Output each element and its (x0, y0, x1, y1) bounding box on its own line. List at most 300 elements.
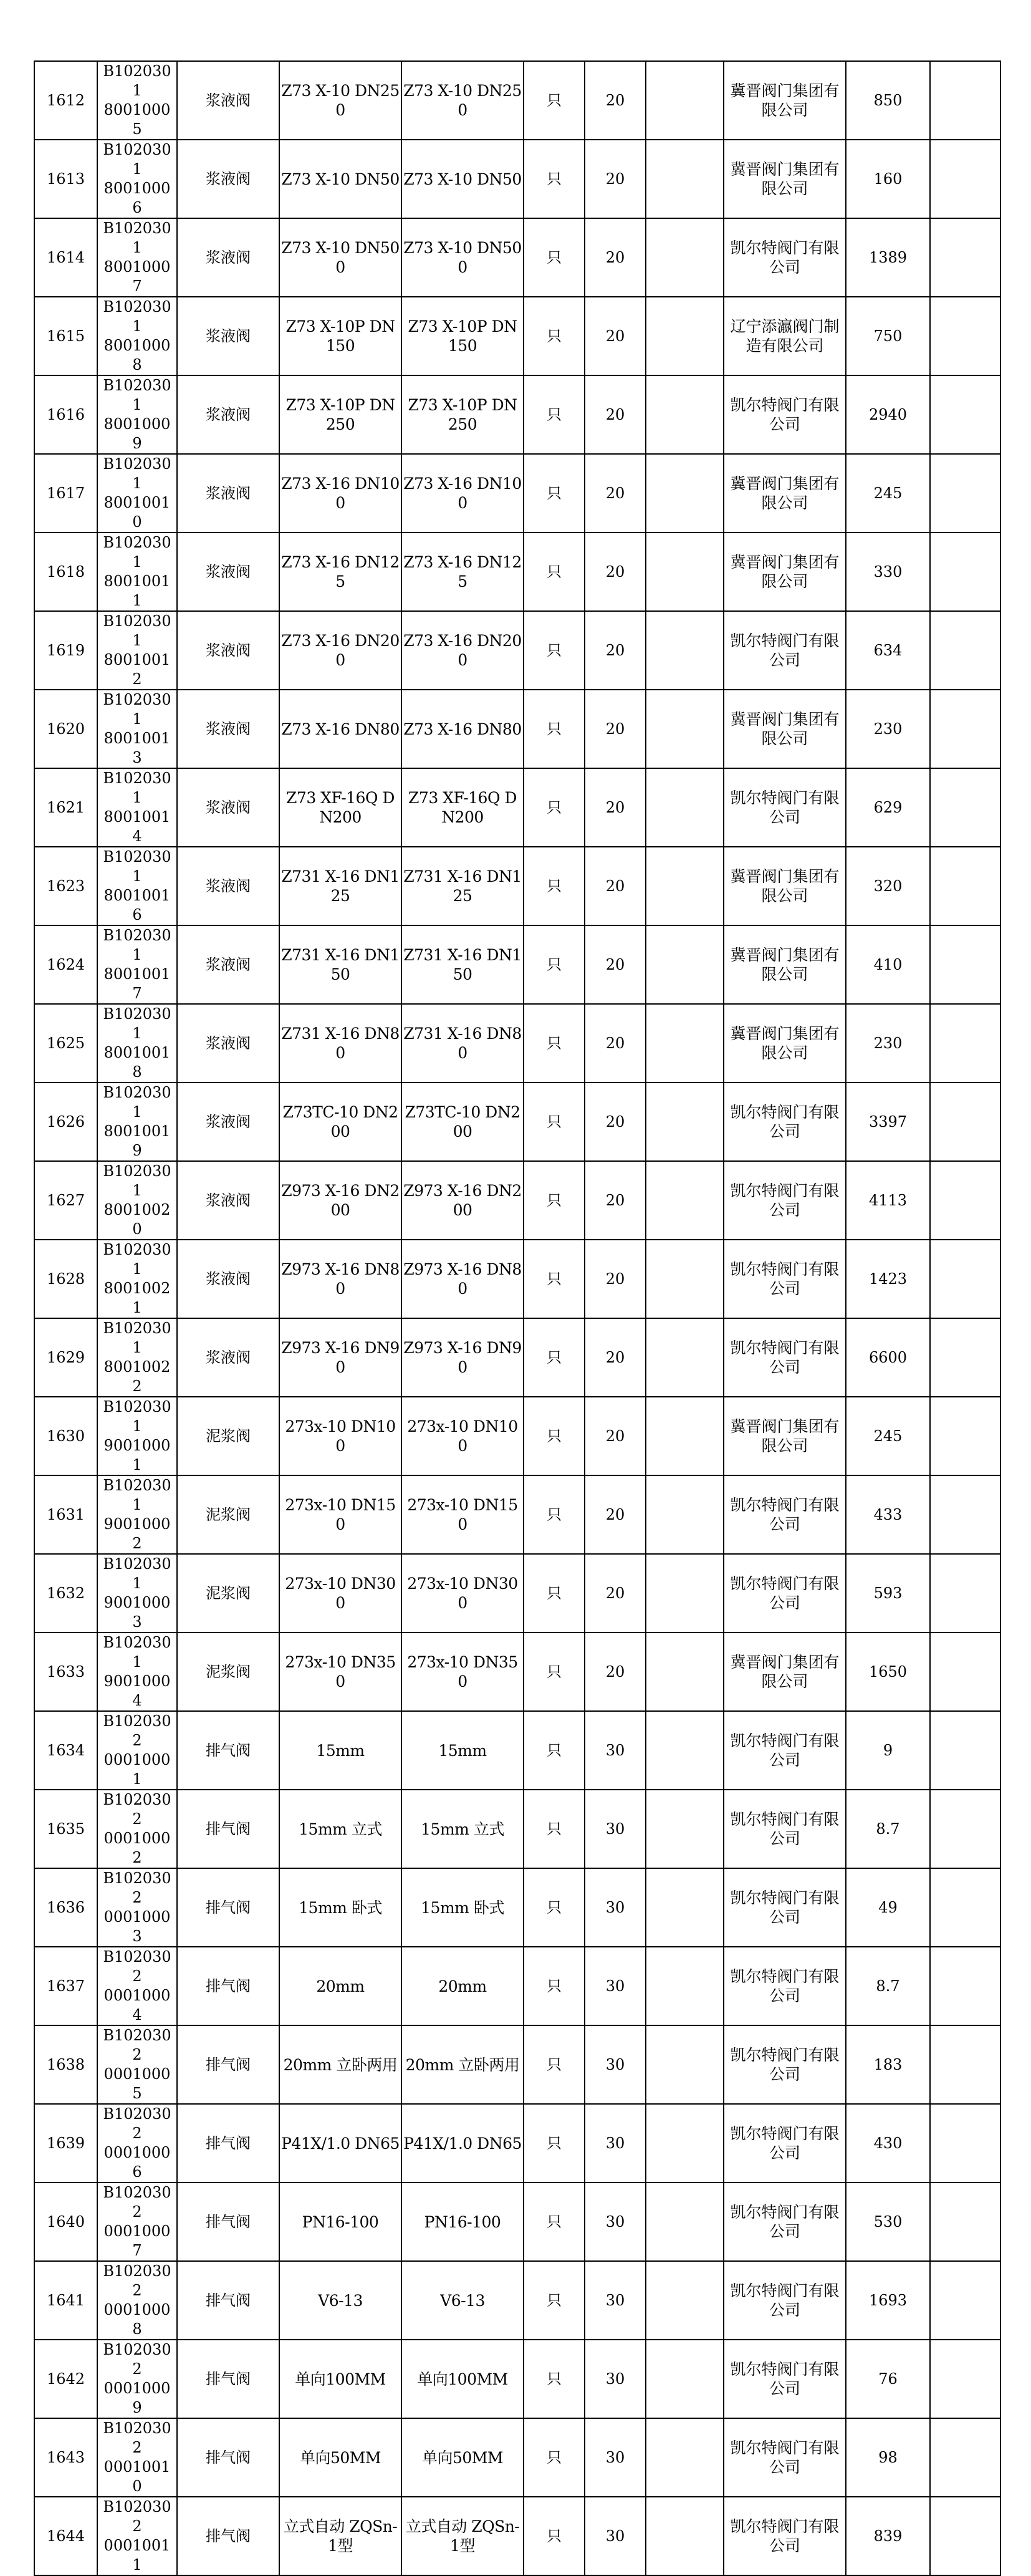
item-name-cell: 浆液阀 (177, 454, 279, 533)
material-code-part2: 80010009 (103, 415, 171, 452)
supplier-cell: 凯尔特阀门有限公司 (724, 2261, 846, 2340)
extra-cell (930, 140, 1000, 218)
material-code-part2: 80010018 (103, 1044, 171, 1081)
table-row (34, 533, 1000, 611)
row-number-cell: 1617 (34, 454, 97, 533)
unit-cell: 只 (524, 140, 585, 218)
table-row (34, 1554, 1000, 1633)
quantity-cell: 20 (585, 454, 646, 533)
note-cell (646, 1633, 724, 1711)
price-cell: 410 (846, 925, 930, 1004)
model-cell: 20mm (401, 1947, 524, 2025)
material-code-cell (97, 533, 177, 611)
spec-cell: 20mm (279, 1947, 401, 2025)
material-code-part1: B1020302 (103, 2184, 171, 2221)
supplier-cell: 冀晋阀门集团有限公司 (724, 847, 846, 925)
model-cell: Z73 X-16 DN80 (401, 690, 524, 768)
note-cell (646, 1083, 724, 1161)
table-row (34, 2418, 1000, 2497)
unit-cell: 只 (524, 1868, 585, 1947)
material-code-part1: B1020302 (103, 2105, 171, 2142)
spec-cell: 20mm 立卧两用 (279, 2025, 401, 2104)
material-code-cell (97, 61, 177, 140)
supplier-cell: 冀晋阀门集团有限公司 (724, 690, 846, 768)
price-cell: 230 (846, 1004, 930, 1083)
material-code-part2: 80010012 (103, 651, 171, 688)
material-code-cell (97, 1711, 177, 1790)
price-cell: 8.7 (846, 1790, 930, 1868)
material-code-part1: B1020302 (103, 1791, 171, 1828)
row-number-cell: 1643 (34, 2418, 97, 2497)
quantity-cell: 30 (585, 2261, 646, 2340)
extra-cell (930, 61, 1000, 140)
model-cell: Z73 XF-16Q DN200 (401, 768, 524, 847)
material-code-part2: 90010002 (103, 1515, 171, 1552)
row-number-cell: 1637 (34, 1947, 97, 2025)
note-cell (646, 1554, 724, 1633)
row-number-cell: 1628 (34, 1240, 97, 1318)
model-cell: Z73 X-16 DN125 (401, 533, 524, 611)
unit-cell: 只 (524, 1790, 585, 1868)
material-code-cell (97, 1004, 177, 1083)
item-name-cell: 排气阀 (177, 1711, 279, 1790)
table-row (34, 1397, 1000, 1475)
note-cell (646, 611, 724, 690)
unit-cell: 只 (524, 1161, 585, 1240)
price-cell: 76 (846, 2340, 930, 2418)
row-number-cell: 1625 (34, 1004, 97, 1083)
item-name-cell: 泥浆阀 (177, 1475, 279, 1554)
quantity-cell: 20 (585, 611, 646, 690)
item-name-cell: 排气阀 (177, 2261, 279, 2340)
extra-cell (930, 1318, 1000, 1397)
row-number-cell: 1635 (34, 1790, 97, 1868)
extra-cell (930, 1947, 1000, 2025)
extra-cell (930, 2340, 1000, 2418)
table-row (34, 61, 1000, 140)
supplier-cell: 凯尔特阀门有限公司 (724, 218, 846, 297)
material-code-part2: 80010022 (103, 1358, 171, 1395)
note-cell (646, 1868, 724, 1947)
supplier-cell: 冀晋阀门集团有限公司 (724, 61, 846, 140)
note-cell (646, 2418, 724, 2497)
item-name-cell: 排气阀 (177, 2418, 279, 2497)
extra-cell (930, 1711, 1000, 1790)
material-code-cell (97, 1868, 177, 1947)
item-name-cell: 浆液阀 (177, 768, 279, 847)
material-code-part2: 80010016 (103, 887, 171, 924)
model-cell: V6-13 (401, 2261, 524, 2340)
price-cell: 49 (846, 1868, 930, 1947)
quantity-cell: 30 (585, 2418, 646, 2497)
table-row (34, 847, 1000, 925)
material-code-cell (97, 1554, 177, 1633)
extra-cell (930, 2497, 1000, 2575)
material-code-part1: B1020301 (103, 1241, 171, 1278)
material-code-cell (97, 690, 177, 768)
model-cell: Z73 X-16 DN200 (401, 611, 524, 690)
price-cell: 245 (846, 454, 930, 533)
quantity-cell: 20 (585, 690, 646, 768)
quantity-cell: 30 (585, 2104, 646, 2183)
spec-cell: Z73 X-10 DN50 (279, 140, 401, 218)
material-code-part2: 00010008 (103, 2301, 171, 2338)
supplier-cell: 冀晋阀门集团有限公司 (724, 454, 846, 533)
row-number-cell: 1623 (34, 847, 97, 925)
price-cell: 3397 (846, 1083, 930, 1161)
item-name-cell: 浆液阀 (177, 533, 279, 611)
extra-cell (930, 1397, 1000, 1475)
quantity-cell: 20 (585, 297, 646, 375)
quantity-cell: 20 (585, 1475, 646, 1554)
material-code-cell (97, 1633, 177, 1711)
row-number-cell: 1624 (34, 925, 97, 1004)
model-cell: Z73 X-10P DN250 (401, 375, 524, 454)
material-code-part2: 80010006 (103, 180, 171, 216)
note-cell (646, 61, 724, 140)
material-code-part2: 00010010 (103, 2458, 171, 2495)
extra-cell (930, 925, 1000, 1004)
row-number-cell: 1632 (34, 1554, 97, 1633)
supplier-cell: 凯尔特阀门有限公司 (724, 1790, 846, 1868)
quantity-cell: 30 (585, 1868, 646, 1947)
item-name-cell: 浆液阀 (177, 61, 279, 140)
item-name-cell: 排气阀 (177, 1947, 279, 2025)
extra-cell (930, 2104, 1000, 2183)
item-name-cell: 浆液阀 (177, 1161, 279, 1240)
unit-cell: 只 (524, 454, 585, 533)
item-name-cell: 排气阀 (177, 1790, 279, 1868)
table-row (34, 2261, 1000, 2340)
material-code-cell (97, 2025, 177, 2104)
table-row (34, 1240, 1000, 1318)
spec-cell: Z973 X-16 DN80 (279, 1240, 401, 1318)
model-cell: Z731 X-16 DN80 (401, 1004, 524, 1083)
note-cell (646, 2340, 724, 2418)
material-code-part1: B1020301 (103, 848, 171, 885)
extra-cell (930, 1004, 1000, 1083)
quantity-cell: 20 (585, 1554, 646, 1633)
material-code-part1: B1020301 (103, 1398, 171, 1435)
model-cell: P41X/1.0 DN65 (401, 2104, 524, 2183)
table-row (34, 2025, 1000, 2104)
material-code-part2: 00010009 (103, 2380, 171, 2416)
unit-cell: 只 (524, 218, 585, 297)
model-cell: 273x-10 DN150 (401, 1475, 524, 1554)
quantity-cell: 20 (585, 140, 646, 218)
price-cell: 230 (846, 690, 930, 768)
material-code-cell (97, 2261, 177, 2340)
unit-cell: 只 (524, 2104, 585, 2183)
quantity-cell: 20 (585, 1240, 646, 1318)
unit-cell: 只 (524, 2025, 585, 2104)
item-name-cell: 排气阀 (177, 1868, 279, 1947)
table-row (34, 1004, 1000, 1083)
supplier-cell: 冀晋阀门集团有限公司 (724, 1397, 846, 1475)
quantity-cell: 30 (585, 2340, 646, 2418)
supplier-cell: 凯尔特阀门有限公司 (724, 2104, 846, 2183)
unit-cell: 只 (524, 2497, 585, 2575)
material-code-part2: 80010019 (103, 1122, 171, 1159)
item-name-cell: 浆液阀 (177, 297, 279, 375)
material-code-part1: B1020302 (103, 1712, 171, 1749)
row-number-cell: 1636 (34, 1868, 97, 1947)
supplier-cell: 凯尔特阀门有限公司 (724, 2418, 846, 2497)
material-code-part2: 00010007 (103, 2222, 171, 2259)
material-code-part1: B1020301 (103, 1555, 171, 1592)
supplier-cell: 凯尔特阀门有限公司 (724, 2183, 846, 2261)
item-name-cell: 浆液阀 (177, 1240, 279, 1318)
extra-cell (930, 1633, 1000, 1711)
supplier-cell: 凯尔特阀门有限公司 (724, 611, 846, 690)
unit-cell: 只 (524, 2261, 585, 2340)
supplier-cell: 凯尔特阀门有限公司 (724, 2497, 846, 2575)
material-code-part1: B1020301 (103, 534, 171, 571)
note-cell (646, 375, 724, 454)
extra-cell (930, 297, 1000, 375)
spec-cell: PN16-100 (279, 2183, 401, 2261)
spec-cell: Z731 X-16 DN125 (279, 847, 401, 925)
model-cell: Z731 X-16 DN125 (401, 847, 524, 925)
price-cell: 530 (846, 2183, 930, 2261)
unit-cell: 只 (524, 1240, 585, 1318)
valve-price-table (34, 60, 1001, 2576)
material-code-part2: 00010001 (103, 1751, 171, 1788)
row-number-cell: 1630 (34, 1397, 97, 1475)
spec-cell: Z973 X-16 DN200 (279, 1161, 401, 1240)
table-row (34, 1633, 1000, 1711)
supplier-cell: 冀晋阀门集团有限公司 (724, 533, 846, 611)
item-name-cell: 浆液阀 (177, 375, 279, 454)
spec-cell: Z73 XF-16Q DN200 (279, 768, 401, 847)
material-code-part2: 80010010 (103, 494, 171, 531)
model-cell: 273x-10 DN100 (401, 1397, 524, 1475)
supplier-cell: 凯尔特阀门有限公司 (724, 1240, 846, 1318)
price-cell: 245 (846, 1397, 930, 1475)
item-name-cell: 浆液阀 (177, 611, 279, 690)
note-cell (646, 454, 724, 533)
quantity-cell: 20 (585, 61, 646, 140)
material-code-cell (97, 1397, 177, 1475)
extra-cell (930, 690, 1000, 768)
note-cell (646, 218, 724, 297)
price-cell: 1423 (846, 1240, 930, 1318)
material-code-part1: B1020301 (103, 612, 171, 649)
material-code-part1: B1020301 (103, 1319, 171, 1356)
model-cell: 273x-10 DN300 (401, 1554, 524, 1633)
note-cell (646, 925, 724, 1004)
spec-cell: P41X/1.0 DN65 (279, 2104, 401, 2183)
supplier-cell: 冀晋阀门集团有限公司 (724, 1004, 846, 1083)
extra-cell (930, 1475, 1000, 1554)
material-code-part2: 90010001 (103, 1437, 171, 1474)
item-name-cell: 浆液阀 (177, 847, 279, 925)
material-code-cell (97, 140, 177, 218)
supplier-cell: 凯尔特阀门有限公司 (724, 1318, 846, 1397)
table-row (34, 1947, 1000, 2025)
supplier-cell: 凯尔特阀门有限公司 (724, 1475, 846, 1554)
unit-cell: 只 (524, 1004, 585, 1083)
material-code-cell (97, 2340, 177, 2418)
model-cell: 15mm (401, 1711, 524, 1790)
quantity-cell: 30 (585, 1790, 646, 1868)
row-number-cell: 1618 (34, 533, 97, 611)
material-code-cell (97, 454, 177, 533)
material-code-cell (97, 297, 177, 375)
spec-cell: 单向50MM (279, 2418, 401, 2497)
row-number-cell: 1627 (34, 1161, 97, 1240)
price-cell: 750 (846, 297, 930, 375)
table-row (34, 1868, 1000, 1947)
material-code-part2: 80010014 (103, 808, 171, 845)
model-cell: Z73 X-10 DN500 (401, 218, 524, 297)
unit-cell: 只 (524, 297, 585, 375)
material-code-cell (97, 1161, 177, 1240)
supplier-cell: 凯尔特阀门有限公司 (724, 1161, 846, 1240)
material-code-part2: 80010013 (103, 730, 171, 766)
item-name-cell: 浆液阀 (177, 925, 279, 1004)
supplier-cell: 凯尔特阀门有限公司 (724, 2025, 846, 2104)
material-code-cell (97, 1083, 177, 1161)
unit-cell: 只 (524, 1083, 585, 1161)
note-cell (646, 1240, 724, 1318)
note-cell (646, 1790, 724, 1868)
material-code-part2: 00010004 (103, 1987, 171, 2024)
spec-cell: 15mm 立式 (279, 1790, 401, 1868)
unit-cell: 只 (524, 533, 585, 611)
row-number-cell: 1613 (34, 140, 97, 218)
material-code-cell (97, 1240, 177, 1318)
material-code-part2: 80010011 (103, 572, 171, 609)
unit-cell: 只 (524, 611, 585, 690)
note-cell (646, 533, 724, 611)
model-cell: PN16-100 (401, 2183, 524, 2261)
model-cell: 15mm 卧式 (401, 1868, 524, 1947)
row-number-cell: 1634 (34, 1711, 97, 1790)
spec-cell: 273x-10 DN100 (279, 1397, 401, 1475)
model-cell: 15mm 立式 (401, 1790, 524, 1868)
material-code-part1: B1020302 (103, 2498, 171, 2535)
material-code-part1: B1020302 (103, 2262, 171, 2299)
material-code-cell (97, 925, 177, 1004)
row-number-cell: 1639 (34, 2104, 97, 2183)
model-cell: Z731 X-16 DN150 (401, 925, 524, 1004)
material-code-cell (97, 2104, 177, 2183)
spec-cell: Z73 X-10 DN500 (279, 218, 401, 297)
price-cell: 183 (846, 2025, 930, 2104)
price-cell: 1693 (846, 2261, 930, 2340)
extra-cell (930, 1161, 1000, 1240)
material-code-cell (97, 1318, 177, 1397)
quantity-cell: 20 (585, 847, 646, 925)
spec-cell: 单向100MM (279, 2340, 401, 2418)
material-code-part1: B1020302 (103, 2341, 171, 2378)
material-code-part1: B1020302 (103, 2419, 171, 2456)
price-cell: 160 (846, 140, 930, 218)
material-code-cell (97, 611, 177, 690)
material-code-part1: B1020301 (103, 298, 171, 335)
material-code-part1: B1020301 (103, 219, 171, 256)
material-code-part1: B1020301 (103, 927, 171, 963)
material-code-cell (97, 218, 177, 297)
quantity-cell: 30 (585, 2497, 646, 2575)
material-code-part2: 00010006 (103, 2144, 171, 2181)
price-cell: 433 (846, 1475, 930, 1554)
item-name-cell: 浆液阀 (177, 690, 279, 768)
unit-cell: 只 (524, 2183, 585, 2261)
supplier-cell: 凯尔特阀门有限公司 (724, 1711, 846, 1790)
item-name-cell: 泥浆阀 (177, 1633, 279, 1711)
unit-cell: 只 (524, 768, 585, 847)
table-row (34, 140, 1000, 218)
supplier-cell: 凯尔特阀门有限公司 (724, 2340, 846, 2418)
material-code-part1: B1020301 (103, 1634, 171, 1671)
row-number-cell: 1615 (34, 297, 97, 375)
material-code-part1: B1020301 (103, 1162, 171, 1199)
spec-cell: Z73 X-16 DN100 (279, 454, 401, 533)
supplier-cell: 凯尔特阀门有限公司 (724, 1947, 846, 2025)
material-code-part1: B1020302 (103, 1948, 171, 1985)
price-cell: 330 (846, 533, 930, 611)
extra-cell (930, 1554, 1000, 1633)
material-code-part2: 80010007 (103, 258, 171, 295)
spec-cell: 273x-10 DN300 (279, 1554, 401, 1633)
table-row (34, 2497, 1000, 2575)
table-row (34, 2183, 1000, 2261)
extra-cell (930, 768, 1000, 847)
row-number-cell: 1638 (34, 2025, 97, 2104)
quantity-cell: 30 (585, 1711, 646, 1790)
price-cell: 9 (846, 1711, 930, 1790)
row-number-cell: 1629 (34, 1318, 97, 1397)
table-row (34, 690, 1000, 768)
note-cell (646, 1711, 724, 1790)
model-cell: Z973 X-16 DN90 (401, 1318, 524, 1397)
quantity-cell: 20 (585, 1318, 646, 1397)
material-code-part1: B1020301 (103, 1477, 171, 1513)
supplier-cell: 凯尔特阀门有限公司 (724, 1554, 846, 1633)
material-code-part2: 80010017 (103, 965, 171, 1002)
price-cell: 320 (846, 847, 930, 925)
table-row (34, 1083, 1000, 1161)
material-code-cell (97, 2497, 177, 2575)
note-cell (646, 1004, 724, 1083)
spec-cell: 15mm (279, 1711, 401, 1790)
supplier-cell: 凯尔特阀门有限公司 (724, 1868, 846, 1947)
note-cell (646, 297, 724, 375)
supplier-cell: 凯尔特阀门有限公司 (724, 375, 846, 454)
extra-cell (930, 847, 1000, 925)
quantity-cell: 30 (585, 2183, 646, 2261)
spec-cell: Z73 X-16 DN80 (279, 690, 401, 768)
model-cell: 立式自动 ZQSn-1型 (401, 2497, 524, 2575)
spec-cell: 273x-10 DN350 (279, 1633, 401, 1711)
material-code-part1: B1020301 (103, 1005, 171, 1042)
unit-cell: 只 (524, 2418, 585, 2497)
table-body (34, 61, 1000, 2575)
material-code-part2: 80010020 (103, 1201, 171, 1238)
extra-cell (930, 1240, 1000, 1318)
quantity-cell: 20 (585, 1083, 646, 1161)
model-cell: Z73 X-16 DN100 (401, 454, 524, 533)
extra-cell (930, 1790, 1000, 1868)
spec-cell: Z73 X-16 DN125 (279, 533, 401, 611)
material-code-part2: 00010005 (103, 2065, 171, 2102)
unit-cell: 只 (524, 1397, 585, 1475)
material-code-cell (97, 847, 177, 925)
material-code-cell (97, 1790, 177, 1868)
unit-cell: 只 (524, 1475, 585, 1554)
